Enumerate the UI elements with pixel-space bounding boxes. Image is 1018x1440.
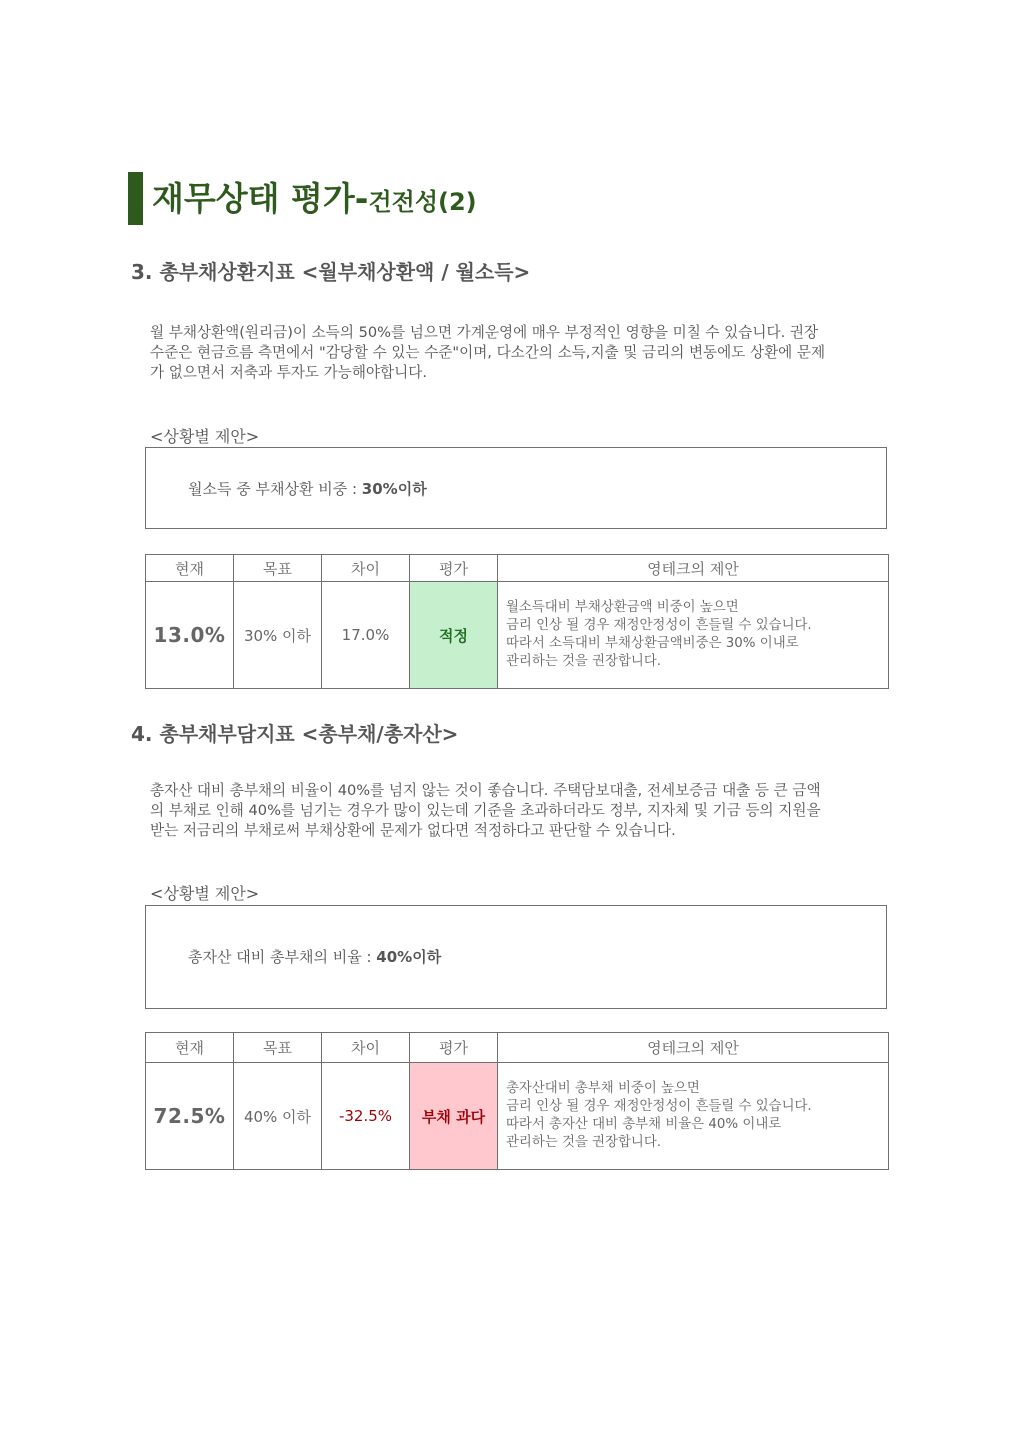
box-label: 월소득 중 부채상환 비중 : xyxy=(188,480,362,498)
section4-box-text xyxy=(188,946,441,967)
suggestion-line: 월소득대비 부채상환금액 비중이 높으면 xyxy=(506,600,739,615)
section3-situation-box xyxy=(145,447,887,529)
section4-situation-box xyxy=(145,905,887,1009)
current-value: 72.5% xyxy=(146,1063,234,1170)
suggestion-text xyxy=(498,582,889,689)
paragraph-line: 총자산 대비 총부채의 비율이 40%를 넘지 않는 것이 좋습니다. 주택담보대출, 전세보증금 대출 등 큰 금액 xyxy=(150,782,821,799)
section4-heading: 4. 총부채부담지표 <총부채/총자산> xyxy=(131,722,459,746)
header-target: 목표 xyxy=(234,555,322,582)
section4-situation-label: <상황별 제안> xyxy=(150,884,260,903)
title-accent-bar xyxy=(128,172,143,225)
suggestion-line: 관리하는 것을 권장합니다. xyxy=(506,654,662,669)
target-value: 30% 이하 xyxy=(234,582,322,689)
header-rating: 평가 xyxy=(410,1033,498,1063)
header-suggestion: 영테크의 제안 xyxy=(498,555,889,582)
section3-eval-table xyxy=(145,554,889,689)
suggestion-line: 따라서 총자산 대비 총부채 비율은 40% 이내로 xyxy=(506,1117,782,1132)
suggestion-text xyxy=(498,1063,889,1170)
paragraph-line: 의 부채로 인해 40%를 넘기는 경우가 많이 있는데 기준을 초과하더라도 정부, 지자체 및 기금 등의 지원을 xyxy=(150,802,821,819)
section3-heading: 3. 총부채상환지표 <월부채상환액 / 월소득> xyxy=(131,260,531,284)
current-value: 13.0% xyxy=(146,582,234,689)
table-header-row xyxy=(146,1033,889,1063)
rating-badge: 적정 xyxy=(410,582,498,689)
paragraph-line: 수준은 현금흐름 측면에서 "감당할 수 있는 수준"이며, 다소간의 소득,지출 및 금리의 변동에도 상환에 문제 xyxy=(150,344,826,361)
rating-badge: 부채 과다 xyxy=(410,1063,498,1170)
table-row xyxy=(146,582,889,689)
paragraph-line: 받는 저금리의 부채로써 부채상환에 문제가 없다면 적정하다고 판단할 수 있습니다. xyxy=(150,822,676,839)
header-target: 목표 xyxy=(234,1033,322,1063)
suggestion-line: 총자산대비 총부채 비중이 높으면 xyxy=(506,1081,700,1096)
table-row xyxy=(146,1063,889,1170)
suggestion-line: 따라서 소득대비 부채상환금액비중은 30% 이내로 xyxy=(506,636,799,651)
suggestion-line: 금리 인상 될 경우 재정안정성이 흔들릴 수 있습니다. xyxy=(506,618,812,633)
header-current: 현재 xyxy=(146,555,234,582)
box-label: 총자산 대비 총부채의 비율 : xyxy=(188,948,377,966)
page-title-sub: 건전성(2) xyxy=(368,188,477,216)
diff-value: -32.5% xyxy=(322,1063,410,1170)
header-current: 현재 xyxy=(146,1033,234,1063)
header-diff: 차이 xyxy=(322,555,410,582)
paragraph-line: 월 부채상환액(원리금)이 소득의 50%를 넘으면 가계운영에 매우 부정적인 영향을 미칠 수 있습니다. 권장 xyxy=(150,324,819,341)
section3-situation-label: <상황별 제안> xyxy=(150,427,260,446)
suggestion-line: 관리하는 것을 권장합니다. xyxy=(506,1135,662,1150)
suggestion-line: 금리 인상 될 경우 재정안정성이 흔들릴 수 있습니다. xyxy=(506,1099,812,1114)
table-header-row xyxy=(146,555,889,582)
section3-paragraph xyxy=(150,323,880,383)
header-suggestion: 영테크의 제안 xyxy=(498,1033,889,1063)
section4-eval-table xyxy=(145,1032,889,1170)
diff-value: 17.0% xyxy=(322,582,410,689)
target-value: 40% 이하 xyxy=(234,1063,322,1170)
paragraph-line: 가 없으면서 저축과 투자도 가능해야합니다. xyxy=(150,364,427,381)
header-rating: 평가 xyxy=(410,555,498,582)
box-value: 40%이하 xyxy=(376,948,442,966)
section4-paragraph xyxy=(150,781,880,841)
page-title xyxy=(152,174,477,224)
box-value: 30%이하 xyxy=(361,480,427,498)
page-title-main: 재무상태 평가- xyxy=(152,179,369,218)
header-diff: 차이 xyxy=(322,1033,410,1063)
section3-box-text xyxy=(188,478,427,499)
